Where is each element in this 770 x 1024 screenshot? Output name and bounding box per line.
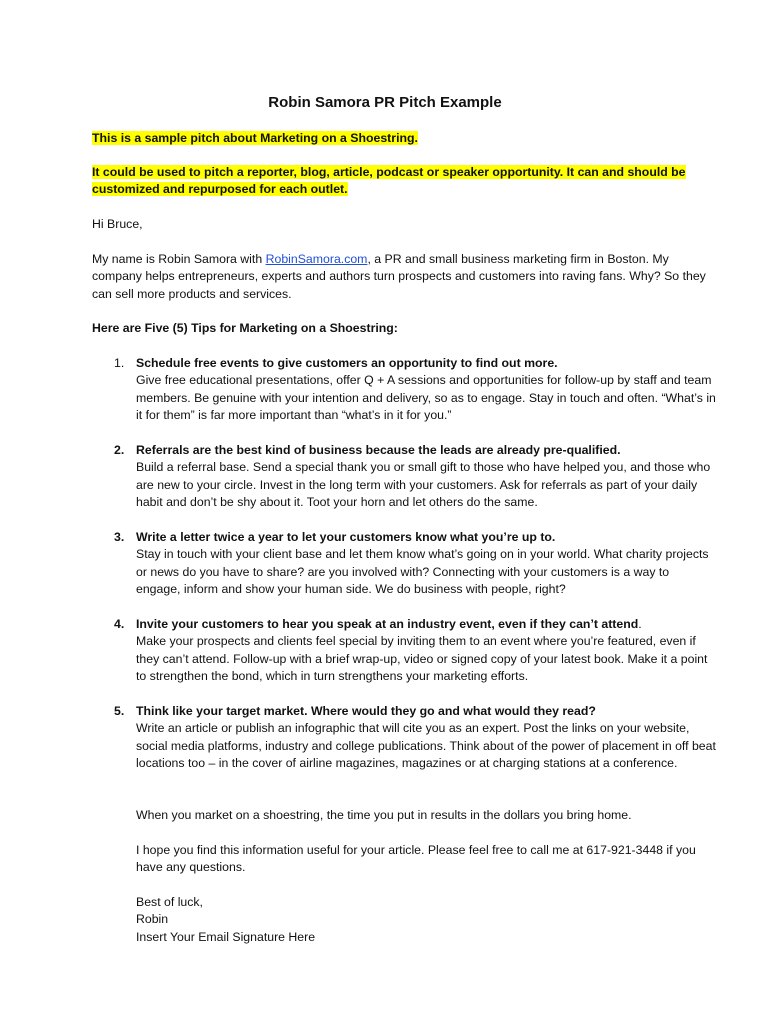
highlight-intro [92,130,716,147]
tip-body: Make your prospects and clients feel special by inviting them to an event where you’re featured, even if they can’t attend. Follow-up with a brief wrap-up, video or signed copy of your latest book. Make it a point to strengthen the bond, which in turn strengthens your marketing efforts. [136,634,708,684]
tip-heading-suffix: . [638,617,642,631]
intro-paragraph [92,251,716,303]
tip-heading: Referrals are the best kind of business because the leads are already pre-qualified. [136,443,621,457]
tips-list-5 [92,703,716,773]
tip-item [92,616,716,686]
tip-number: 1. [114,356,125,370]
tip-number: 5. [114,704,125,718]
website-link[interactable]: RobinSamora.com [265,252,368,266]
greeting: Hi Bruce, [92,217,143,231]
tip-item [92,529,716,599]
tip-body: Write an article or publish an infographic that will cite you as an expert. Post the links on your website, social media platforms, industry and college publications. Think about of the power of placement in off beat locations too – in the cover of airline magazines, magazines or at charging stations at a conference. [136,721,716,771]
tip-body: Give free educational presentations, offer Q + A sessions and opportunities for follow-up by staff and team members. Be genuine with your intention and delivery, so as to engage. Stay in touch and often. “What’s in it for them” is far more important than “what’s in it for you.” [136,373,716,423]
page-title: Robin Samora PR Pitch Example [268,94,502,111]
tip-item [92,442,716,512]
tip-item [92,355,716,425]
closing-paragraph-2: I hope you find this information useful for your article. Please feel free to call me at 617-921-3448 if you have any questions. [136,843,696,875]
closing-paragraph-1: When you market on a shoestring, the time you put in results in the dollars you bring home. [136,808,632,822]
tip-body: Build a referral base. Send a special thank you or small gift to those who have helped you, and those who are new to your circle. Invest in the long term with your customers. Ask for referrals as part of your daily habit and don’t be shy about it. Toot your horn and let others do the same. [136,460,711,510]
tip-heading: Schedule free events to give customers an opportunity to find out more. [136,356,558,370]
tips-heading: Here are Five (5) Tips for Marketing on a Shoestring: [92,321,398,335]
email-signature-placeholder: Insert Your Email Signature Here [136,929,316,944]
tips-list-2 [92,442,716,512]
tip-heading: Invite your customers to hear you speak at an industry event, even if they can’t attend [136,617,639,631]
intro-text-start: My name is Robin Samora with [92,252,266,266]
signature-block [136,894,716,946]
highlight-text-1: This is a sample pitch about Marketing on a Shoestring. [92,131,418,145]
sender-name: Robin [136,912,169,927]
tips-list [92,355,716,425]
intro-text-end: , a PR and small business marketing firm in Boston. My company helps entrepreneurs, experts and authors turn prospects and customers into raving fans. Why? So they can sell more products and services. [92,252,706,301]
tip-number: 3. [114,530,125,544]
tip-heading: Write a letter twice a year to let your customers know what you’re up to. [136,530,556,544]
tips-list-4 [92,616,716,686]
tip-body: Stay in touch with your client base and let them know what’s going on in your world. What charity projects or news do you have to share? are you involved with? Connecting with your customers is a way to engage, inform and show your human side. We do business with people, right? [136,547,709,597]
signoff: Best of luck, [136,895,203,909]
tip-number: 2. [114,443,125,457]
tip-number: 4. [114,617,125,631]
tip-heading-line [136,616,716,633]
tip-item [92,703,716,773]
highlight-text-2: It could be used to pitch a reporter, blog, article, podcast or speaker opportunity. It can and should be customized and repurposed for each outlet. [92,165,686,197]
tips-list-3 [92,529,716,599]
highlight-usage [92,164,716,199]
tip-heading: Think like your target market. Where would they go and what would they read? [136,704,596,718]
